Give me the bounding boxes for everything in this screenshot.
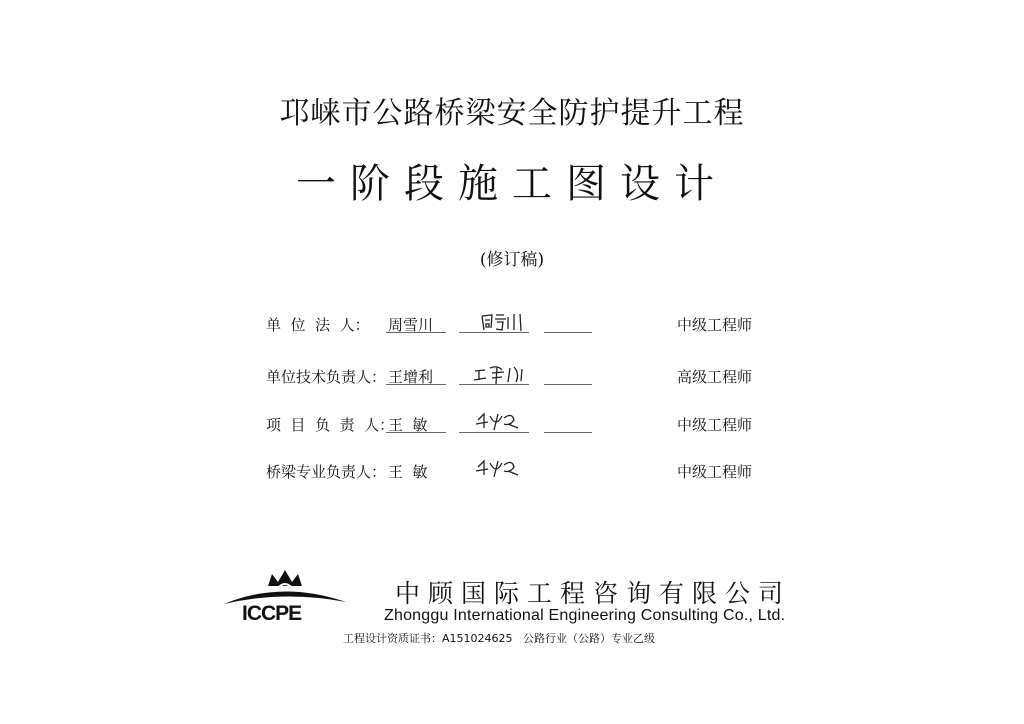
signatory-row <box>266 410 766 436</box>
professional-title: 中级工程师 <box>676 416 752 434</box>
person-name: 王 敏 <box>388 416 428 434</box>
date-line <box>544 432 592 433</box>
name-underline <box>386 332 446 333</box>
signatory-row <box>266 457 766 483</box>
professional-title: 中级工程师 <box>676 316 752 334</box>
signatory-row <box>266 310 766 336</box>
signature-line <box>459 432 529 433</box>
company-logo <box>222 566 348 622</box>
revision-note: (修订稿) <box>479 250 545 270</box>
logo-text: ICCPE <box>242 602 302 622</box>
role-label: 桥梁专业负责人： <box>266 463 387 481</box>
signatory-row <box>266 362 766 388</box>
person-name: 王增利 <box>388 368 434 386</box>
role-label: 单位技术负责人： <box>266 368 387 386</box>
name-underline <box>386 384 446 385</box>
date-line <box>544 332 592 333</box>
signature-line <box>459 332 529 333</box>
company-name-en: Zhonggu International Engineering Consulting Co., Ltd. <box>384 607 786 624</box>
role-label: 单 位 法 人： <box>266 316 370 334</box>
signature-line <box>459 384 529 385</box>
document-subtitle: 一阶段施工图设计 <box>296 161 728 207</box>
person-name: 周雪川 <box>388 316 434 334</box>
date-line <box>544 384 592 385</box>
document-title: 邛崃市公路桥梁安全防护提升工程 <box>279 96 745 131</box>
professional-title: 高级工程师 <box>676 368 752 386</box>
handwritten-signature <box>474 457 524 483</box>
professional-title: 中级工程师 <box>676 463 752 481</box>
company-name-cn: 中顾国际工程咨询有限公司 <box>395 579 792 608</box>
qualification-certificate: 工程设计资质证书：A151024625 公路行业（公路）专业乙级 <box>343 632 655 645</box>
person-name: 王 敏 <box>388 463 428 481</box>
role-label: 项 目 负 责 人： <box>266 416 395 434</box>
name-underline <box>386 432 446 433</box>
